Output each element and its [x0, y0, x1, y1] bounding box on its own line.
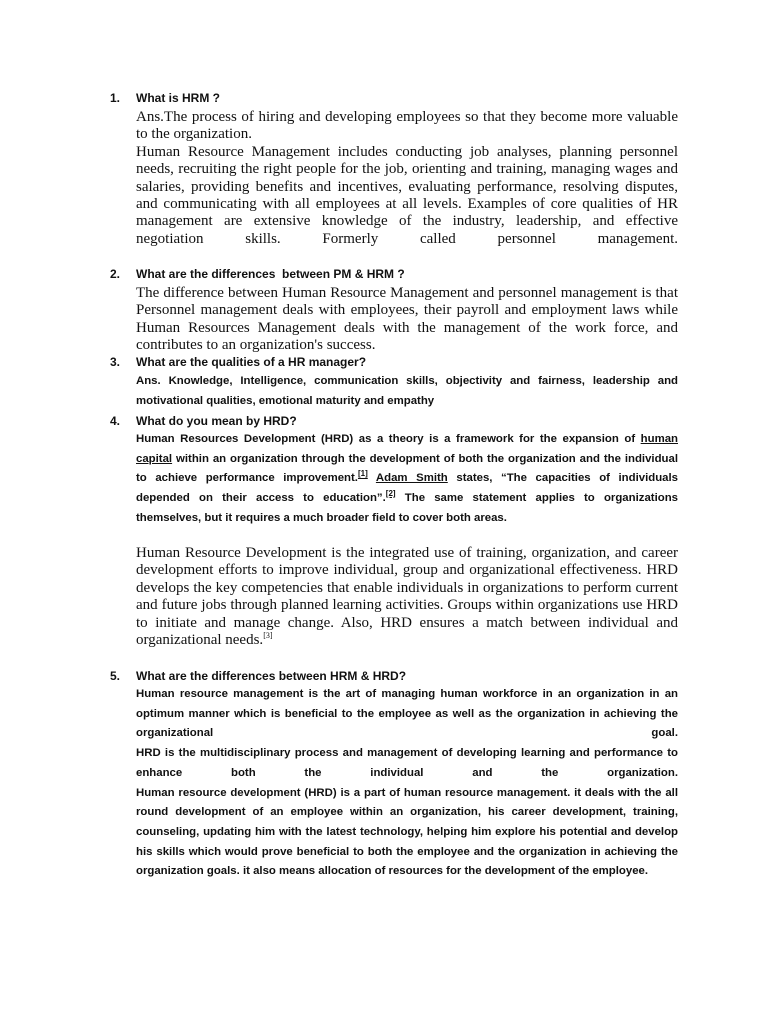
question-3-title: What are the qualities of a HR manager?	[136, 355, 367, 369]
answer-4-hrd-theory	[136, 430, 678, 529]
question-2-title: What are the differences between PM & HRM ?	[136, 267, 405, 281]
question-4-title: What do you mean by HRD?	[136, 414, 297, 428]
human-capital-link[interactable]: human capital	[136, 433, 678, 465]
answer-4-paragraph-1: Human Resources Development (HRD) as a theory is a framework for the expansion of human capital within an organization through the development of both the organization and the individual to achieve performance improvement.[1] Adam Smith states, “The capacities of individuals depended on their access to education”.[2] The same statement applies to organizations themselves, but it requires a much broader field to cover both areas.	[136, 433, 679, 524]
answer-1-paragraph-1: Ans.The process of hiring and developing employees so that they become more valuable to the organization.	[136, 109, 678, 143]
question-1-heading: 1. What is HRM ?	[110, 91, 220, 105]
answer-2	[136, 285, 678, 355]
answer-4-hrd-definition	[136, 545, 678, 649]
question-1-title: What is HRM ?	[136, 91, 220, 105]
answer-3	[136, 372, 678, 411]
answer-1	[136, 109, 678, 248]
adam-smith-link[interactable]: Adam Smith	[375, 472, 448, 485]
question-3-heading: 3. What are the qualities of a HR manager?	[110, 355, 367, 369]
answer-3-paragraph-1: Ans. Knowledge, Intelligence, communication skills, objectivity and fairness, leadership and motivational qualities, emotional maturity and empathy	[136, 375, 678, 407]
question-4-heading: 4. What do you mean by HRD?	[110, 414, 297, 428]
question-5-title: What are the differences between HRM & HRD?	[136, 669, 407, 683]
answer-5-paragraph-2: HRD is the multidisciplinary process and management of developing learning and performance to enhance both the individual and the organization.	[136, 747, 678, 779]
question-2-heading: 2. What are the differences between PM & HRM ?	[110, 267, 405, 281]
answer-5-paragraph-3: Human resource development (HRD) is a part of human resource management. it deals with the all round development of an employee within an organization, his career development, training, counseling, updating him with the latest technology, helping him explore his potential and develop his skills which would prove beneficial to both the employee and the organization in achieving the organization goals. it also means allocation of resources for the development of the employee.	[136, 786, 678, 878]
answer-4-paragraph-2: Human Resource Development is the integrated use of training, organization, and career development efforts to improve individual, group and organizational effectiveness. HRD develops the key competencies that enable individuals in organizations to perform current and future jobs through planned learning activities. Groups within organizations use HRD to initiate and manage change. Also, HRD ensures a match between individual and organizational needs.[3]	[136, 545, 678, 649]
question-5-heading: 5. What are the differences between HRM & HRD?	[110, 669, 407, 683]
reference-3-link[interactable]: [3]	[263, 631, 273, 641]
reference-2-link[interactable]: [2]	[385, 489, 396, 499]
answer-2-paragraph-1: The difference between Human Resource Management and personnel management is that Personnel management deals with employees, their payroll and employment laws while Human Resources Management deals with the management of the work force, and contributes to an organization's success.	[136, 285, 678, 354]
reference-1-link[interactable]: [1]	[357, 469, 368, 479]
answer-1-paragraph-2: Human Resource Management includes conducting job analyses, planning personnel needs, recruiting the right people for the job, orienting and training, managing wages and salaries, providing benefits and incentives, evaluating performance, resolving disputes, and communicating with all employees at all levels. Examples of core qualities of HR management are extensive knowledge of the industry, leadership, and effective negotiation skills. Formerly called personnel management.	[136, 143, 678, 247]
answer-5	[136, 685, 678, 882]
answer-5-paragraph-1: Human resource management is the art of managing human workforce in an organization in an optimum manner which is beneficial to the employee as well as the organization in achieving the organizational goal.	[136, 688, 678, 740]
